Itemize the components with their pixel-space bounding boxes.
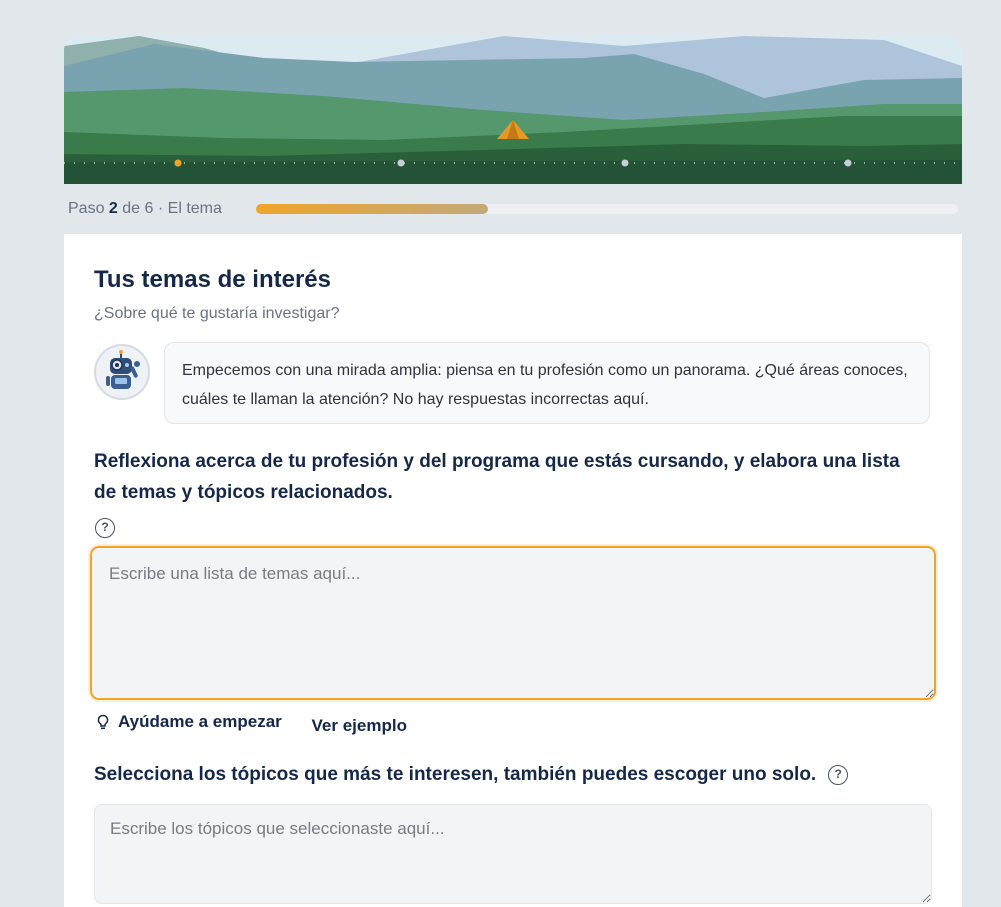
step-marker [845,160,852,167]
step-marker-current [174,159,182,167]
see-example-label: Ver ejemplo [311,716,407,735]
help-start-link[interactable] [94,712,282,732]
step-current: 2 [108,200,118,217]
assistant-message: Empecemos con una mirada amplia: piensa en tu profesión como un panorama. ¿Qué áreas conoces, cuáles te llaman la atención? No hay respuestas incorrectas aquí. [164,342,930,424]
step-prefix: Paso [68,200,105,217]
step-indicator [68,200,222,218]
robot-explorer-icon [94,344,150,400]
question-2-label: Selecciona los tópicos que más te interesen, también puedes escoger uno solo. [94,764,817,785]
page-subtitle: ¿Sobre qué te gustaría investigar? [94,305,340,322]
helper-links [94,712,407,736]
progress-bar [256,204,958,214]
question-2-row [94,764,848,786]
see-example-link[interactable] [312,716,407,736]
topics-list-textarea[interactable] [90,546,936,700]
page-title: Tus temas de interés [94,266,331,293]
step-suffix: de 6 · El tema [122,200,222,217]
lightbulb-icon [94,713,112,731]
question-1-label: Reflexiona acerca de tu profesión y del programa que estás cursando, y elabora una lista de temas y tópicos relacionados. [94,451,900,503]
wizard-frame [64,36,962,907]
question-circle-icon[interactable]: ? [95,518,115,538]
help-start-label: Ayúdame a empezar [118,712,282,731]
content-card [64,234,962,907]
question-circle-icon[interactable]: ? [828,765,848,785]
step-marker [398,160,405,167]
step-marker [622,160,629,167]
landscape-illustration [64,36,962,184]
landscape-banner [64,36,962,184]
progress-row [64,184,962,234]
progress-bar-fill [256,204,488,214]
selected-topics-textarea[interactable] [94,804,932,904]
